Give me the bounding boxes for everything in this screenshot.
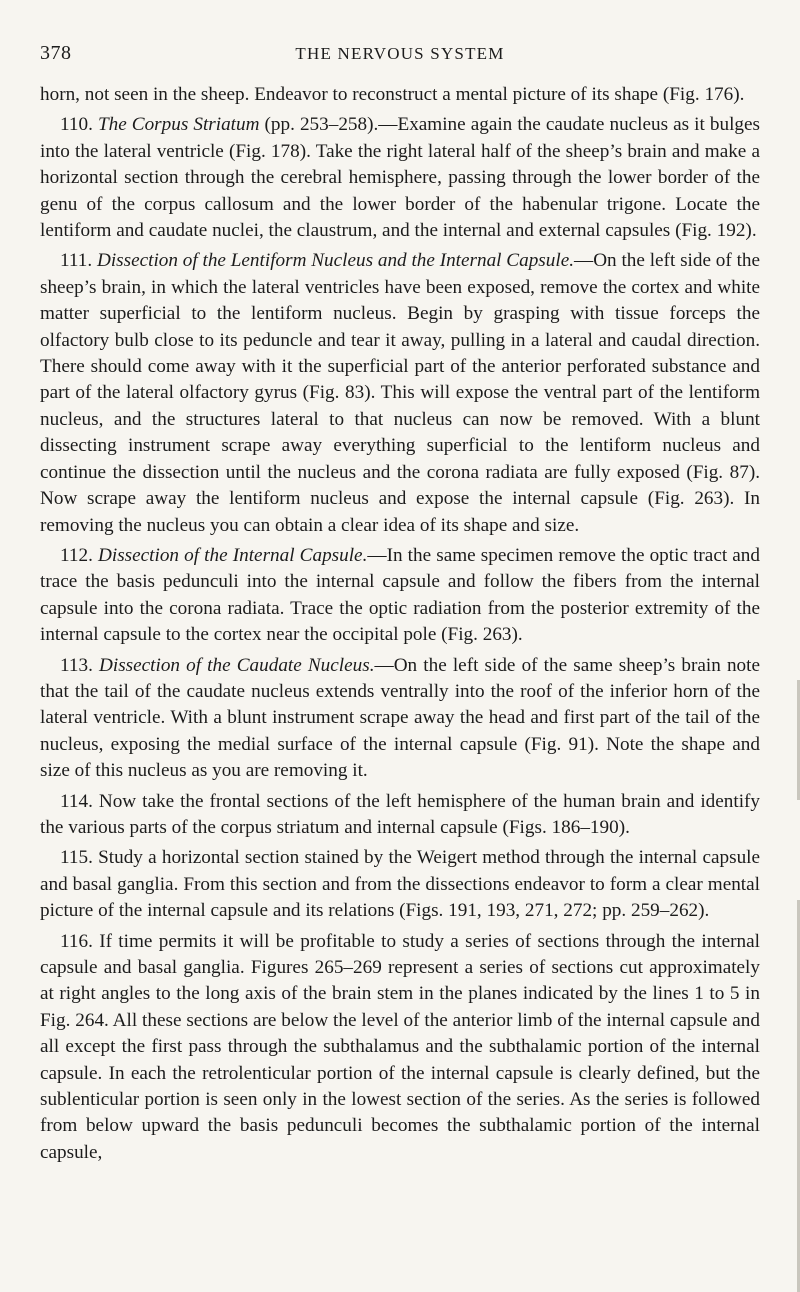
paragraph-110	[40, 112, 760, 244]
paragraph-113	[40, 653, 760, 785]
paragraph-111	[40, 248, 760, 538]
paragraph-continuation	[40, 82, 760, 108]
paragraph-text: —In the same specimen remove the optic tract and trace the basis pedunculi into the internal capsule and follow the fibers from the internal capsule into the corona radiata. Trace the optic radiation from the posterior extremity of the internal capsule to the cortex near the occipital pole (Fig. 263).	[40, 544, 760, 646]
paragraph-text: (pp. 253–258).—Examine again the caudate nucleus as it bulges into the lateral ventricle (Fig. 178). Take the right lateral half of the sheep’s brain and make a horizontal section through the cerebral hemisphere, passing through the lower border of the genu of the corpus callosum and the lower border of the habenular trigone. Locate the lentiform and caudate nuclei, the claustrum, and the internal and external capsules (Fig. 192).	[40, 114, 760, 242]
paragraph-title: Dissection of the Caudate Nucleus.	[99, 654, 375, 676]
page-header	[40, 42, 760, 72]
running-title: THE NERVOUS SYSTEM	[295, 44, 505, 63]
paragraph-title: Dissection of the Lentiform Nucleus and the Internal Capsule.	[96, 250, 575, 272]
page-body	[40, 82, 760, 1166]
paragraph-number: 115.	[60, 847, 93, 869]
paragraph-number: 110.	[60, 114, 93, 136]
paragraph-text: Now take the frontal sections of the left hemisphere of the human brain and identify the various parts of the corpus striatum and internal capsule (Figs. 186–190).	[40, 790, 761, 838]
paragraph-title: Dissection of the Internal Capsule.	[98, 544, 368, 566]
paragraph-title: The Corpus Striatum	[97, 114, 260, 136]
paragraph-114	[40, 789, 760, 842]
paragraph-text: —On the left side of the same sheep’s brain note that the tail of the caudate nucleus extends ventrally into the roof of the inferior horn of the lateral ventricle. With a blunt instrument scrape away the head and first part of the tail of the nucleus, exposing the medial surface of the internal capsule (Fig. 91). Note the shape and size of this nucleus as you are removing it.	[40, 654, 760, 782]
paragraph-116	[40, 929, 760, 1167]
paragraph-number: 111.	[60, 250, 93, 272]
paragraph-number: 113.	[60, 654, 93, 676]
paragraph-number: 114.	[60, 790, 93, 812]
paragraph-number: 112.	[60, 544, 93, 566]
page-number: 378	[40, 42, 72, 64]
paragraph-text: If time permits it will be profitable to study a series of sections through the internal capsule and basal ganglia. Figures 265–269 represent a series of sections cut approximately at right angles to the long axis of the brain stem in the planes indicated by the lines 1 to 5 in Fig. 264. All these sections are below the level of the anterior limb of the internal capsule and all except the first pass through the subthalamus and the subthalamic portion of the internal capsule. In each the retrolenticular portion of the internal capsule is clearly defined, but the sublenticular portion is seen only in the lowest section of the series. As the series is followed from below upward the basis pedunculi becomes the subthalamic portion of the internal capsule,	[40, 930, 760, 1163]
paragraph-text: Study a horizontal section stained by the Weigert method through the internal capsule and basal ganglia. From this section and from the dissections endeavor to form a clear mental picture of the internal capsule and its relations (Figs. 191, 193, 271, 272; pp. 259–262).	[40, 847, 761, 922]
paragraph-115	[40, 845, 760, 924]
paragraph-number: 116.	[60, 930, 93, 952]
paragraph-text: —On the left side of the sheep’s brain, in which the lateral ventricles have been exposed, remove the cortex and white matter superficial to the lentiform nucleus. Begin by grasping with tissue forceps the olfactory bulb close to its peduncle and tear it away, pulling in a lateral and caudal direction. There should come away with it the superficial part of the anterior perforated substance and part of the lateral olfactory gyrus (Fig. 83). This will expose the ventral part of the lentiform nucleus, and the structures lateral to that nucleus can now be removed. With a blunt dissecting instrument scrape away everything superficial to the lentiform nucleus and continue the dissection until the nucleus and the corona radiata are fully exposed (Fig. 87). Now scrape away the lentiform nucleus and expose the internal capsule (Fig. 263). In removing the nucleus you can obtain a clear idea of its shape and size.	[40, 250, 761, 536]
paragraph-112	[40, 543, 760, 649]
paragraph-text: horn, not seen in the sheep. Endeavor to reconstruct a mental picture of its shape (Fig. 176).	[40, 84, 745, 105]
